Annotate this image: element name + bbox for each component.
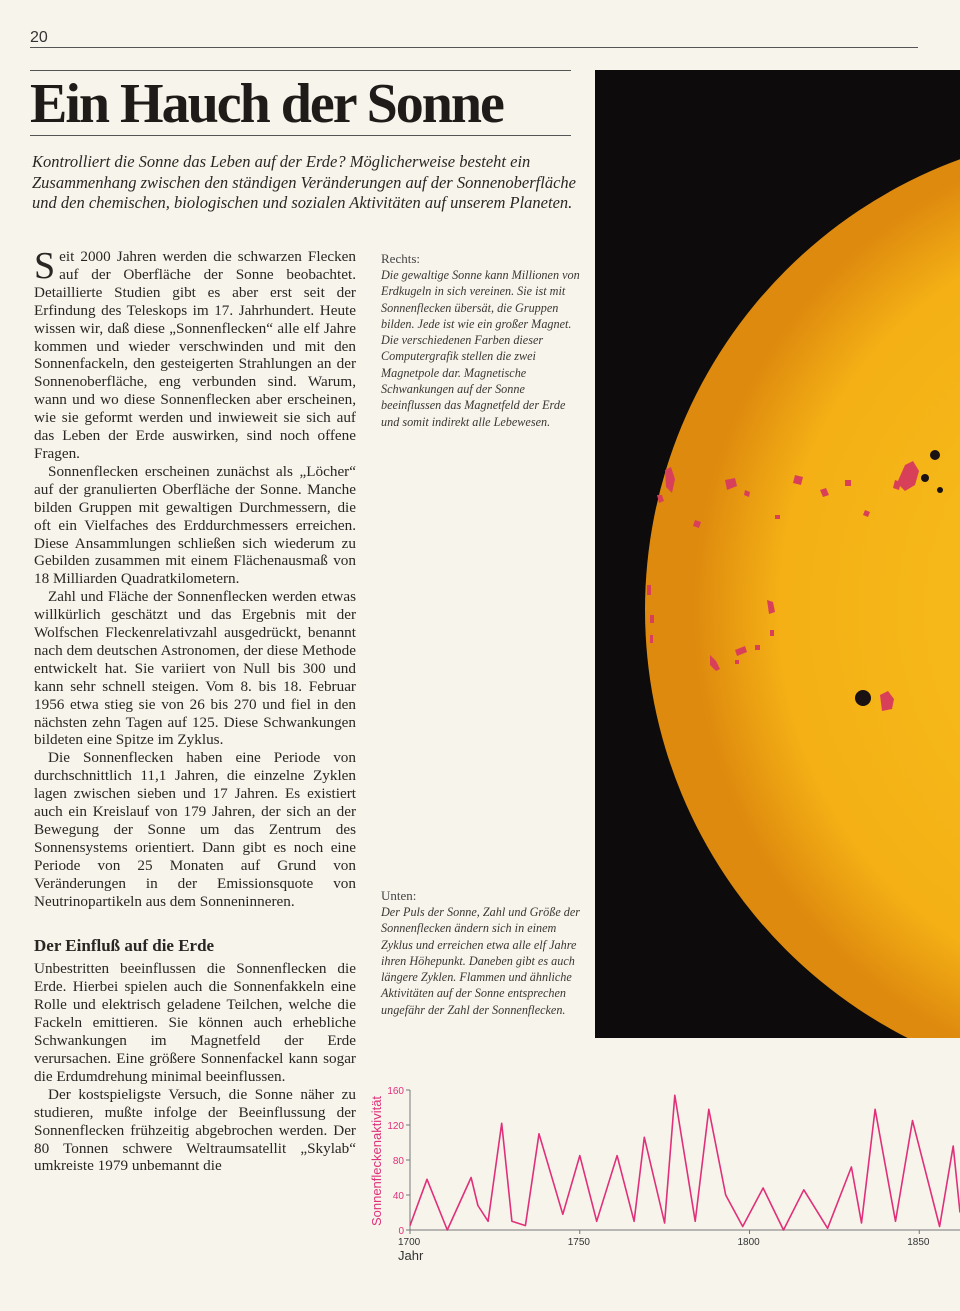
y-tick-label: 120 — [387, 1121, 404, 1132]
headline: Ein Hauch der Sonne — [30, 73, 503, 135]
caption-right-label: Rechts: — [381, 251, 420, 266]
lead-paragraph: Kontrolliert die Sonne das Leben auf der Erde? Möglicherweise besteht ein Zusammenhang zwischen den ständigen Veränderungen auf der Sonnenoberfläche und den chemischen, biologischen und sozialen Aktivitäten auf unserem Planeten. — [32, 152, 576, 212]
body-paragraph-4: Die Sonnenflecken haben eine Periode von durchschnittlich 11,1 Jahren, die einzelne Zyklen lagen zwischen sieben und 17 Jahren. Es existiert auch ein Kreislauf von 179 Jahren, der sich an der Bewegung der Sonne um das Zentrum des Sonnensystems orientiert. Dann gibt es noch eine Periode von 25 Monaten auf Grund von Veränderungen in der Emissionsquote von Neutrinopartikeln aus dem Sonneninneren. — [34, 749, 356, 910]
sunspot-chart — [370, 1078, 960, 1306]
caption-bottom-label: Unten: — [381, 888, 417, 903]
y-tick-label: 80 — [392, 1156, 404, 1167]
body-paragraph-3: Zahl und Fläche der Sonnenflecken werden etwas willkürlich geschätzt und das Ergebnis mit der Wolfschen Fleckenrelativzahl ausgedrückt, benannt nach dem deutschen Astronomen, der diese Methode entwickelt hat. Sie variiert von Null bis 300 und kann sehr schnell steigen. Vom 8. bis 18. Februar 1956 etwa stieg sie von 26 bis 270 und fiel in den nächsten zehn Tagen auf 125. Diese Schwankungen bildeten eine Spitze im Zyklus. — [34, 588, 356, 749]
x-tick-label: 1750 — [567, 1237, 591, 1248]
top-rule — [30, 47, 918, 48]
y-axis-label: Sonnenfleckenaktivität — [370, 1095, 384, 1227]
x-tick-label: 1850 — [907, 1237, 930, 1248]
body-paragraph-6: Der kostspieligste Versuch, die Sonne näher zu studieren, mußte infolge der Beeinflussung der Sonnenflecken frühzeitig abgebrochen werden. Der 80 Tonnen schwere Weltraumsatellit „Skylab“ umkreiste 1979 unbemannt die — [34, 1085, 356, 1175]
section-subheading: Der Einfluß auf die Erde — [34, 935, 215, 955]
caption-bottom-text: Der Puls der Sonne, Zahl und Größe der Sonnenflecken ändern sich in einem Zyklus und erreichen etwa alle elf Jahre ihren Höhepunkt. Daneben gibt es auch längere Zyklen. Flammen und ähnliche Aktivitäten auf der Sonne entsprechen ungefähr der Zahl der Sonnenflecken. — [381, 905, 581, 1017]
x-tick-label: 1800 — [737, 1237, 760, 1248]
body-paragraph-1-text: eit 2000 Jahren werden die schwarzen Flecken auf der Oberfläche der Sonne beobachtet. Detaillierte Studien gibt es aber erst seit der Erfindung des Teleskops im 17. Jahrhundert. Heute wissen wir, daß diese „Sonnenflecken“ alle elf Jahre kommen und wieder verschwinden und mit den Sonnenfackeln, den gesteigerten Strahlungen an der Sonnenoberfläche, eng verbunden sind. Warum, wann und wo diese Sonnenflecken aber erscheinen, wie sie geformt werden und inwieweit sie sich auf das Leben der Erde auswirken, sind noch offene Fragen. — [34, 248, 356, 462]
title-rule-top — [30, 70, 571, 71]
sun-photo — [595, 70, 960, 1038]
y-tick-label: 160 — [387, 1086, 404, 1097]
sun-image — [595, 70, 960, 1038]
caption-right — [381, 251, 581, 430]
drop-cap: S — [34, 245, 56, 287]
page-number: 20 — [30, 29, 48, 46]
caption-right-text: Die gewaltige Sonne kann Millionen von Erdkugeln in sich vereinen. Sie ist mit Sonnenflecken übersät, die Gruppen bilden. Jede ist wie ein großer Magnet. Die verschiedenen Farben dieser Computergrafik stellen die zwei Magnetpole dar. Magnetische Schwankungen auf der Sonne beeinflussen das Magnetfeld der Erde und somit indirekt alle Lebewesen. — [381, 268, 580, 429]
series-line — [410, 1095, 960, 1230]
sunspot-chart-svg — [370, 1078, 960, 1306]
body-paragraph-2: Sonnenflecken erscheinen zunächst als „Löcher“ auf der granulierten Oberfläche der Sonne. Manche bilden Gruppen mit gewaltigen Durchmessern, die oft ein Vielfaches des Erddurchmessers erreichen. Diese Ansammlungen schließen sich wiederum zu Gebilden zusammen mit einem Flächenausmaß von 18 Milliarden Quadratkilometern. — [34, 462, 356, 588]
x-axis-label: Jahr — [398, 1248, 424, 1263]
y-tick-label: 40 — [392, 1191, 404, 1202]
caption-bottom — [381, 888, 581, 1018]
x-tick-label: 1700 — [398, 1237, 421, 1248]
body-paragraph-5: Unbestritten beeinflussen die Sonnenflecken die Erde. Hierbei spielen auch die Sonnenfakkeln eine Rolle und elektrisch geladene Teilchen, welche die Fackeln emittieren. Sie können auch erhebliche Schwankungen im Magnetfeld der Erde verursachen. Eine größere Sonnenfackel kann sogar die Erdumdrehung minimal beeinflussen. — [34, 960, 356, 1085]
y-tick-label: 0 — [398, 1226, 404, 1237]
article-body — [34, 245, 356, 1175]
body-paragraph-1 — [34, 245, 356, 463]
title-rule-bottom — [30, 135, 571, 136]
sun-disk — [645, 130, 960, 1038]
